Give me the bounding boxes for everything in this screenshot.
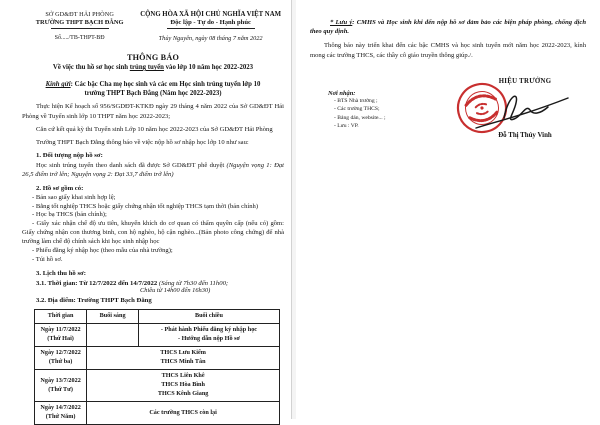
schedule-time-label: 3.1. Thời gian: Từ 12/7/2022 đến 14/7/2022: [36, 279, 159, 287]
schedule-place-line: 3.2. Địa điểm: Trường THPT Bạch Đằng: [36, 297, 152, 305]
schedule-time-note2: Chiều từ 14h00 đến 16h30): [140, 286, 211, 294]
row1-afternoon-item: - Phát hành Phiếu đăng ký nhập học: [160, 326, 258, 334]
schedule-time-note1: (Sáng từ 7h30 đến 11h00;: [158, 279, 229, 287]
school-name: TRƯỜNG THPT BẠCH ĐẰNG: [35, 19, 124, 26]
signer-title: HIỆU TRƯỞNG: [498, 77, 552, 85]
column-header-time: Thời gian: [35, 310, 87, 324]
row2-date-cell: [35, 347, 87, 370]
document-header: [22, 11, 284, 42]
schedule-time-line: [22, 280, 284, 287]
signer-name: Đỗ Thị Thúy Vinh: [498, 131, 552, 139]
dossier-item: - Học bạ THCS (bản chính);: [32, 211, 107, 219]
document-subtitle: [22, 64, 284, 71]
row1-afternoon-cell: [138, 324, 279, 347]
note-label: * Lưu ý: [330, 19, 353, 26]
section3-heading: 3. Lịch thu hồ sơ:: [36, 269, 86, 277]
dossier-item: - Bản sao giấy khai sinh hợp lệ;: [32, 193, 116, 201]
column-header-afternoon: Buổi chiều: [138, 310, 279, 324]
row3-day: (Thứ Tư): [48, 385, 73, 393]
header-divider-right: [167, 28, 255, 29]
issuing-authority-block: [22, 11, 137, 42]
recipients-label: Nơi nhận:: [328, 89, 356, 97]
section1-text: Học sinh trúng tuyển theo danh sách đã được Sở GD&ĐT phê duyệt: [36, 162, 227, 170]
dossier-item: - Bằng tốt nghiệp THCS hoặc giấy chứng nhận tốt nghiệp THCS tạm thời (bản chính): [32, 202, 259, 210]
subtitle-post: vào lớp 10 năm học 2022-2023: [163, 64, 254, 71]
header-divider-left: [51, 28, 109, 29]
row3-date: Ngày 13/7/2022: [40, 376, 81, 384]
collection-schedule-table: [34, 309, 280, 425]
row2-day: (Thứ ba): [48, 358, 73, 366]
closing-paragraph: Thông báo này triển khai đến các bậc CMHS và học sinh tuyển mới năm học 2022-2023, kính mong các trường THCS, các thầy cô giáo truyền thông giúp./.: [310, 42, 586, 59]
dossier-item: - Giấy xác nhận chế độ ưu tiên, khuyến khích do cơ quan có thẩm quyền cấp (nếu có) gồm: Giấy chứng nhận con thương binh, con hộ nghèo, hộ cận nghèo...(Bản photo công chứng) để nhà trường làm chế độ chính sách khi học sinh nhập học: [22, 220, 284, 246]
section2-heading: 2. Hồ sơ gồm có:: [36, 184, 84, 192]
document-number: Số...../TB-THPT-BĐ: [54, 35, 105, 41]
row1-afternoon-item: - Hướng dẫn nộp Hồ sơ: [177, 335, 240, 343]
salutation-label: Kính gửi: [45, 81, 71, 88]
paragraph-legal-basis-1: Thực hiện Kế hoạch số 956/SGDĐT-KTKĐ ngày 29 tháng 4 năm 2022 của Sở GD&ĐT Hải Phòng về Tuyển sinh lớp 10 THPT năm học 2022-2023;: [22, 103, 284, 120]
handwritten-signature: [472, 86, 572, 134]
table-row: [35, 370, 280, 402]
document-title: THÔNG BÁO: [126, 53, 180, 62]
salutation: [22, 80, 284, 98]
national-header-line1: CỘNG HÒA XÃ HỘI CHỦ NGHĨA VIỆT NAM: [140, 11, 282, 18]
row1-morning-cell: [87, 324, 139, 347]
table-row: [35, 347, 280, 370]
salutation-line1: : Các bậc Cha mẹ học sinh và các em Học sinh trúng tuyển lớp 10: [70, 81, 261, 88]
national-header-line2: Độc lập - Tự do - Hạnh phúc: [170, 19, 251, 26]
row2-schools-cell: [87, 347, 280, 370]
row4-date: Ngày 14/7/2022: [40, 404, 81, 412]
paragraph-intro: Trường THPT Bạch Đằng thông báo về việc nộp hồ sơ nhập học lớp 10 như sau:: [36, 139, 249, 146]
recipient-item: - Lưu : VP.: [334, 123, 359, 130]
recipient-item: - BTS Nhà trường ;: [334, 97, 378, 104]
row3-schools-cell: [87, 370, 280, 402]
recipient-item: - Các trường THCS;: [334, 106, 380, 113]
dossier-item-list: [22, 194, 284, 265]
department-name: SỞ GD&ĐT HẢI PHÒNG: [45, 11, 114, 18]
row1-date: Ngày 11/7/2022: [40, 326, 81, 334]
announcement-page-2: [296, 0, 600, 419]
row3-school: THCS Hòa Bình: [161, 381, 205, 389]
row2-school: THCS Minh Tân: [160, 358, 206, 366]
national-motto-block: [137, 11, 284, 42]
salutation-line2: trường THPT Bạch Đằng (Năm học 2022-2023): [84, 90, 222, 98]
row1-date-cell: [35, 324, 87, 347]
column-header-morning: Buổi sáng: [87, 310, 139, 324]
table-header-row: [35, 310, 280, 324]
table-row: [35, 402, 280, 425]
recipients-block: [328, 90, 386, 131]
dossier-item: - Phiếu đăng ký nhập học (theo mẫu của nhà trường);: [32, 247, 173, 254]
section1-body: [22, 161, 284, 179]
paragraph-legal-basis-2: Căn cứ kết quả kỳ thi Tuyển sinh Lớp 10 năm học 2022-2023 của Sở GD&ĐT Hải Phòng: [36, 125, 273, 133]
row4-date-cell: [35, 402, 87, 425]
announcement-page-1: [0, 0, 292, 419]
dossier-item: - Túi hồ sơ.: [32, 255, 63, 263]
row2-school: THCS Lưu Kiếm: [160, 349, 206, 357]
row3-date-cell: [35, 370, 87, 402]
subtitle-underlined: trúng tuyển: [129, 64, 164, 71]
place-date-line: Thủy Nguyên, ngày 08 tháng 7 năm 2022: [158, 35, 263, 42]
section1-heading: 1. Đối tượng nộp hồ sơ:: [36, 152, 103, 160]
recipient-item: - Bảng dán, website... ;: [334, 114, 386, 121]
signature-area: [310, 68, 586, 248]
covid-note-paragraph: [310, 18, 586, 36]
row3-school: THCS Kênh Giang: [157, 390, 209, 398]
section1-score-note: (Nguyện vọng 1: Đạt 26,5 điểm trở lên; Nguyện vọng 2: Đạt 33,7 điểm trở lên): [22, 162, 284, 179]
row2-date: Ngày 12/7/2022: [40, 349, 81, 357]
row4-schools-cell: Các trường THCS còn lại: [87, 402, 280, 425]
note-text: : CMHS và Học sinh khi đến nộp hồ sơ đảm bảo các biện pháp phòng, chống dịch theo quy định.: [310, 19, 586, 36]
row4-day: (Thứ Năm): [45, 413, 76, 421]
table-row: [35, 324, 280, 347]
row1-day: (Thứ Hai): [47, 335, 74, 343]
subtitle-pre: Về việc thu hồ sơ học sinh: [52, 64, 130, 71]
row3-school: THCS Liên Khê: [161, 372, 205, 380]
